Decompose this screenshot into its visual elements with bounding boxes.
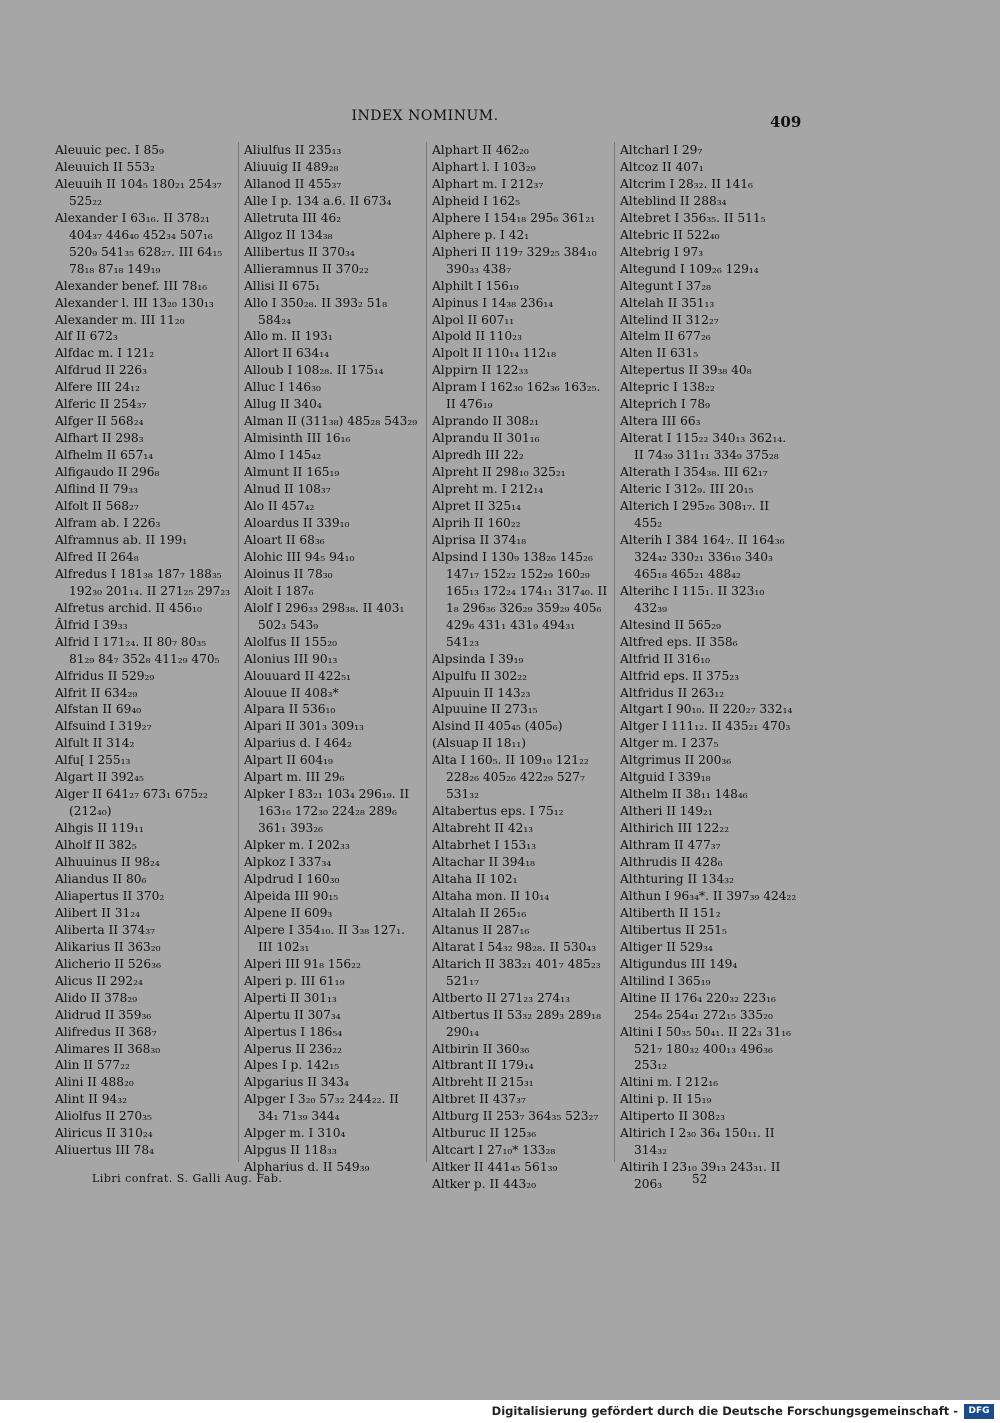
index-entry: Alteric I 312₉. III 20₁₅: [620, 482, 754, 497]
index-entry: Alhgis II 119₁₁: [55, 821, 144, 836]
index-entry: Altabertus eps. I 75₁₂: [432, 804, 564, 819]
index-entry: Allisi II 675₁: [244, 278, 321, 293]
index-entry: Allo I 350₂₈. II 393₂ 51₈ 584₂₄: [244, 295, 388, 327]
index-entry: Alframnus ab. II 199₁: [55, 532, 188, 547]
index-entry: Alpger I 3₂₀ 57₃₂ 244₂₂. II 34₁ 71₃₉ 344₄: [244, 1092, 399, 1124]
index-entry: Alloub I 108₂₈. II 175₁₄: [244, 363, 384, 378]
index-entry: Alnud II 108₃₇: [244, 482, 331, 497]
index-entry: Alpreht m. I 212₁₄: [432, 482, 544, 497]
index-entry: Alperti II 301₁₃: [244, 990, 337, 1005]
index-entry: Altiger II 529₃₄: [620, 939, 713, 954]
index-entry: Altbrant II 179₁₄: [432, 1058, 534, 1073]
index-entry: Alppirn II 122₃₃: [432, 363, 529, 378]
index-entry: Alpart m. III 29₆: [244, 770, 345, 785]
index-entry: Alpes I p. 142₁₅: [244, 1058, 340, 1073]
index-entry: Alhuuinus II 98₂₄: [55, 855, 160, 870]
index-entry: Altebret I 356₃₅. II 511₅: [620, 210, 766, 225]
index-entry: Altiperto II 308₂₃: [620, 1109, 725, 1124]
index-entry: Alicus II 292₂₄: [55, 973, 143, 988]
index-entry: Alexander benef. III 78₁₆: [55, 278, 208, 293]
index-entry: Alfdrud II 226₃: [55, 363, 148, 378]
index-entry: Alicherio II 526₃₆: [55, 956, 161, 971]
index-entry: Altcoz II 407₁: [620, 159, 704, 174]
index-entry: Alpeida III 90₁₅: [244, 888, 339, 903]
index-entry: Althelm II 38₁₁ 148₄₆: [620, 787, 748, 802]
index-entry: Allort II 634₁₄: [244, 346, 330, 361]
index-entry: Alteprich I 78₉: [620, 397, 710, 412]
index-entry: Alle I p. 134 a.6. II 673₄: [244, 193, 392, 208]
index-entry: Alfram ab. I 226₃: [55, 515, 161, 530]
index-entry: Altker II 441₄₅ 561₃₉: [432, 1160, 558, 1175]
index-entry: Altaha mon. II 10₁₄: [432, 888, 550, 903]
index-entry: Allibertus II 370₃₄: [244, 244, 355, 259]
index-entry: Altepric I 138₂₂: [620, 380, 715, 395]
index-entry: Altepertus II 39₃₈ 40₈: [620, 363, 752, 378]
index-entry: Alpene II 609₃: [244, 905, 333, 920]
index-entry: Altegunt I 37₂₈: [620, 278, 712, 293]
index-entry: Alletruta III 46₂: [244, 210, 342, 225]
index-entry: Alman II (311₃₈) 485₂₈ 543₂₉: [244, 414, 418, 429]
index-entry: Alsind II 405₄₅ (405₆): [432, 719, 563, 734]
footer-source: Libri confrat. S. Galli Aug. Fab.: [92, 1172, 283, 1185]
index-entry: Altibertus II 251₅: [620, 922, 727, 937]
index-entry: Alfrit II 634₂₉: [55, 685, 138, 700]
index-entry: Alterihc I 115₁. II 323₁₀ 432₃₉: [620, 583, 765, 615]
index-entry: Alido II 378₂₉: [55, 990, 138, 1005]
index-entry: Alpari II 301₃ 309₁₃: [244, 719, 364, 734]
index-entry: Altera III 66₃: [620, 414, 701, 429]
index-entry: Alpredh III 22₂: [432, 448, 524, 463]
index-entry: Altilind I 365₁₉: [620, 973, 711, 988]
index-entry: Altebric II 522₄₀: [620, 227, 720, 242]
index-entry: Allgoz II 134₃₈: [244, 227, 333, 242]
index-entry: Alint II 94₃₂: [55, 1092, 128, 1107]
index-entry: Algart II 392₄₅: [55, 770, 144, 785]
index-entry: Allanod II 455₃₇: [244, 176, 342, 191]
column-divider: [238, 142, 239, 1162]
index-entry: Alpret II 325₁₄: [432, 499, 521, 514]
index-entry: Alpertus I 186₅₄: [244, 1024, 343, 1039]
page-number: 409: [770, 113, 802, 131]
index-entry: Alfult II 314₂: [55, 736, 135, 751]
index-entry: Allieramnus II 370₂₂: [244, 261, 369, 276]
index-entry: Alprih II 160₂₂: [432, 515, 521, 530]
index-entry: Althrudis II 428₆: [620, 855, 723, 870]
index-entry: Altburuc II 125₃₆: [432, 1126, 537, 1141]
index-entry: Alpolt II 110₁₄ 112₁₈: [432, 346, 556, 361]
index-entry: Alpara II 536₁₀: [244, 702, 336, 717]
index-entry: Alferic II 254₃₇: [55, 397, 147, 412]
index-entry: Altarich II 383₂₁ 401₇ 485₂₃ 521₁₇: [432, 956, 601, 988]
index-entry: Altbirin II 360₃₆: [432, 1041, 530, 1056]
index-column-4: [620, 142, 798, 1193]
index-entry: Altheri II 149₂₁: [620, 804, 713, 819]
index-column-2: [244, 142, 422, 1176]
index-entry: Altfred eps. II 358₆: [620, 634, 738, 649]
index-entry: Aliuertus III 78₄: [55, 1143, 155, 1158]
index-entry: Alflind II 79₃₃: [55, 482, 139, 497]
index-entry: Alpreht II 298₁₀ 325₂₁: [432, 465, 566, 480]
index-entry: Alohic III 94₅ 94₁₀: [244, 549, 355, 564]
index-entry: Alfstan II 69₄₀: [55, 702, 142, 717]
index-entry: Alimares II 368₃₀: [55, 1041, 161, 1056]
index-entry: Aloinus II 78₃₀: [244, 566, 333, 581]
index-entry: Altachar II 394₁₈: [432, 855, 536, 870]
index-entry: Alperus II 236₂₂: [244, 1041, 343, 1056]
index-entry: Alpold II 110₂₃: [432, 329, 522, 344]
index-entry: Altcart I 27₁₀* 133₂₈: [432, 1143, 556, 1158]
index-entry: Alluc I 146₃₀: [244, 380, 321, 395]
index-entry: Altaha II 102₁: [432, 871, 518, 886]
index-entry: Alibert II 31₂₄: [55, 905, 140, 920]
index-entry: Altcharl I 29₇: [620, 143, 703, 157]
index-entry: Aliricus II 310₂₄: [55, 1126, 153, 1141]
column-divider: [426, 142, 427, 1162]
index-entry: Alpsind I 130₉ 138₂₆ 145₂₆ 147₁₇ 152₂₂ 152₂₉ 160₂₉ 165₁₃ 172₂₄ 174₁₁ 317₄₀. II 1₈ 296₃₆ 326₂₉ 359₂₉ 405₆ 429₆ 431₁ 431₉ 494₃₁ 541₂₃: [432, 549, 608, 649]
index-entry: Altfrid eps. II 375₂₃: [620, 668, 740, 683]
index-entry: Alonius III 90₁₃: [244, 651, 338, 666]
index-entry: Alphart l. I 103₂₉: [432, 159, 536, 174]
index-entry: Alpger m. I 310₄: [244, 1126, 346, 1141]
index-entry: Aliuuig II 489₂₈: [244, 159, 339, 174]
index-entry: Alpgarius II 343₄: [244, 1075, 349, 1090]
index-entry: Alpsinda I 39₁₉: [432, 651, 524, 666]
index-entry: Alpere I 354₁₀. II 3₃₈ 127₁. III 102₃₁: [244, 922, 406, 954]
index-entry: Althturing II 134₃₂: [620, 871, 734, 886]
footer-signature: 52: [692, 1172, 708, 1186]
index-entry: Alpol II 607₁₁: [432, 312, 515, 327]
index-entry: Alfere III 24₁₂: [55, 380, 140, 395]
index-entry: Alidrud II 359₃₆: [55, 1007, 152, 1022]
index-entry: Alperi III 91₈ 156₂₂: [244, 956, 361, 971]
index-entry: Aliapertus II 370₂: [55, 888, 165, 903]
index-entry: Altfridus II 263₁₂: [620, 685, 725, 700]
index-entry: (Alsuap II 18₁₁): [432, 736, 527, 751]
index-entry: Altguid I 339₁₈: [620, 770, 711, 785]
index-entry: Alphere I 154₁₈ 295₆ 361₂₁: [432, 210, 596, 225]
index-entry: Altini I 50₃₅ 50₄₁. II 22₃ 31₁₆ 521₇ 180₃₂ 400₁₃ 496₃₆ 253₁₂: [620, 1024, 792, 1073]
index-entry: Alprando II 308₂₁: [432, 414, 539, 429]
index-entry: Aleuuich II 553₂: [55, 159, 155, 174]
index-entry: Altesind II 565₂₉: [620, 617, 722, 632]
index-entry: Altanus II 287₁₆: [432, 922, 530, 937]
index-entry: Alten II 631₅: [620, 346, 699, 361]
index-entry: Alouuard II 422₅₁: [244, 668, 352, 683]
index-entry: Alpdrud I 160₃₀: [244, 871, 340, 886]
index-entry: Alpker m. I 202₃₃: [244, 838, 350, 853]
index-entry: Alpgus II 118₃₃: [244, 1143, 337, 1158]
index-entry: Aloardus II 339₁₀: [244, 515, 350, 530]
index-entry: Altger m. I 237₅: [620, 736, 719, 751]
index-entry: Alf II 672₃: [55, 329, 118, 344]
index-entry: Alteblind II 288₃₄: [620, 193, 727, 208]
index-entry: Alpulfu II 302₂₂: [432, 668, 528, 683]
index-entry: Altini m. I 212₁₆: [620, 1075, 719, 1090]
index-entry: Alterat I 115₂₂ 340₁₃ 362₁₄. II 74₃₉ 311₁₁ 334₉ 375₂₈: [620, 431, 787, 463]
index-entry: Aleuuih II 104₅ 180₂₁ 254₃₇ 525₂₂: [55, 176, 222, 208]
index-entry: Althun I 96₃₄*. II 397₃₉ 424₂₂: [620, 888, 797, 903]
index-entry: Alterath I 354₃₈. III 62₁₇: [620, 465, 768, 480]
index-entry: Almo I 145₄₂: [244, 448, 322, 463]
index-entry: Altbret II 437₃₇: [432, 1092, 526, 1107]
index-entry: Altini p. II 15₁₉: [620, 1092, 712, 1107]
index-entry: Altcrim I 28₃₂. II 141₆: [620, 176, 753, 191]
index-entry: Alprandu II 301₁₆: [432, 431, 540, 446]
index-entry: Alo II 457₄₂: [244, 499, 315, 514]
index-entry: Altebrig I 97₃: [620, 244, 704, 259]
index-entry: Aliandus II 80₆: [55, 871, 147, 886]
index-entry: Alpkoz I 337₃₄: [244, 855, 332, 870]
index-entry: Almunt II 165₁₉: [244, 465, 340, 480]
index-entry: Alolf I 296₃₃ 298₃₈. II 403₁ 502₃ 543₉: [244, 600, 405, 632]
index-entry: Alta I 160₅. II 109₁₀ 121₂₂ 228₂₆ 405₂₆ 422₂₉ 527₇ 531₃₂: [432, 753, 589, 802]
index-entry: Althram II 477₃₇: [620, 838, 721, 853]
dfg-logo: DFG: [964, 1404, 994, 1419]
index-entry: Altgart I 90₁₀. II 220₂₇ 332₁₄: [620, 702, 793, 717]
index-entry: Altiberth II 151₂: [620, 905, 721, 920]
column-divider: [614, 142, 615, 1162]
index-entry: Alin II 577₂₂: [55, 1058, 130, 1073]
index-entry: Alouue II 408₃*: [244, 685, 339, 700]
index-entry: Alpinus I 14₃₈ 236₁₄: [432, 295, 554, 310]
index-entry: Alfretus archid. II 456₁₀: [55, 600, 202, 615]
index-entry: Alfger II 568₂₄: [55, 414, 144, 429]
index-entry: Alparius d. I 464₂: [244, 736, 352, 751]
index-entry: Altarat I 54₃₂ 98₂₈. II 530₄₃: [432, 939, 597, 954]
index-entry: Altirich I 2₃₀ 36₄ 150₁₁. II 314₃₂: [620, 1126, 775, 1158]
index-entry: Althirich III 122₂₂: [620, 821, 729, 836]
index-entry: Alperi p. III 61₁₉: [244, 973, 345, 988]
index-entry: Alifredus II 368₇: [55, 1024, 157, 1039]
index-entry: Alfsuind I 319₂₇: [55, 719, 152, 734]
index-entry: Altabrhet I 153₁₃: [432, 838, 537, 853]
index-entry: Aliolfus II 270₃₅: [55, 1109, 152, 1124]
index-entry: Alterich I 295₂₆ 308₁₇. II 455₂: [620, 499, 770, 530]
index-entry: Alphere p. I 42₁: [432, 227, 530, 242]
index-entry: Altfrid II 316₁₀: [620, 651, 711, 666]
index-entry: Alpheid I 162₅: [432, 193, 520, 208]
index-entry: Altigundus III 149₄: [620, 956, 738, 971]
index-entry: Alpuuine II 273₁₅: [432, 702, 538, 717]
index-entry: Alger II 641₂₇ 673₁ 675₂₂ (212₄₀): [55, 787, 208, 819]
index-entry: Âlfrid I 39₃₃: [55, 617, 128, 632]
index-entry: Allug II 340₄: [244, 397, 322, 412]
index-entry: Altine II 176₄ 220₃₂ 223₁₆ 254₆ 254₄₁ 272₁₅ 335₂₀: [620, 990, 776, 1022]
dfg-credit-text: Digitalisierung gefördert durch die Deutsche Forschungsgemeinschaft -: [491, 1404, 958, 1418]
index-entry: Alprisa II 374₁₈: [432, 532, 527, 547]
index-entry: Altirih I 23₁₀ 39₁₃ 243₃₁. II 206₃: [620, 1160, 781, 1192]
index-entry: Alphart m. I 212₃₇: [432, 176, 544, 191]
index-entry: Alfridus II 529₂₉: [55, 668, 155, 683]
index-entry: Alfhelm II 657₁₄: [55, 448, 154, 463]
index-entry: Alfdac m. I 121₂: [55, 346, 155, 361]
index-entry: Altgrimus II 200₃₆: [620, 753, 732, 768]
index-entry: Altberto II 271₂₃ 274₁₃: [432, 990, 570, 1005]
index-entry: Alpart II 604₁₉: [244, 753, 333, 768]
dfg-banner: [0, 1400, 1000, 1423]
index-entry: Alfrid I 171₂₄. II 80₇ 80₃₅ 81₂₉ 84₇ 352₈ 411₂₉ 470₅: [55, 634, 220, 666]
index-entry: Alfredus I 181₃₈ 187₇ 188₃₅ 192₃₀ 201₁₄. II 271₂₅ 297₂₃: [55, 566, 231, 598]
index-entry: Alikarius II 363₂₀: [55, 939, 161, 954]
index-entry: Alpheri II 119₇ 329₂₅ 384₁₀ 390₃₃ 438₇: [432, 244, 597, 276]
index-entry: Alexander m. III 11₂₀: [55, 312, 185, 327]
index-entry: Altelah II 351₁₃: [620, 295, 715, 310]
index-entry: Alexander I 63₁₆. II 378₂₁ 404₃₇ 446₄₀ 452₃₄ 507₁₆ 520₉ 541₃₅ 628₂₇. III 64₁₅ 78₁₈ 87₁₈ 149₁₉: [55, 210, 223, 276]
index-column-3: [432, 142, 610, 1193]
index-entry: Alpram I 162₃₀ 162₃₆ 163₂₅. II 476₁₉: [432, 380, 601, 412]
index-entry: Altalah II 265₁₆: [432, 905, 527, 920]
index-entry: Alholf II 382₅: [55, 838, 137, 853]
index-entry: Alfu[ I 255₁₃: [55, 753, 131, 768]
index-entry: Altelm II 677₂₆: [620, 329, 711, 344]
page-title: INDEX NOMINUM.: [351, 108, 499, 124]
index-entry: Altker p. II 443₂₀: [432, 1177, 536, 1192]
index-entry: Altegund I 109₂₆ 129₁₄: [620, 261, 759, 276]
index-entry: Altburg II 253₇ 364₃₅ 523₂₇: [432, 1109, 599, 1124]
index-entry: Alfigaudo II 296₈: [55, 465, 160, 480]
index-entry: Alfred II 264₈: [55, 549, 139, 564]
index-entry: Allo m. II 193₁: [244, 329, 333, 344]
index-entry: Aloart II 68₃₆: [244, 532, 325, 547]
index-entry: Alfhart II 298₃: [55, 431, 144, 446]
index-entry: Alfolt II 568₂₇: [55, 499, 139, 514]
index-entry: Aleuuic pec. I 85₉: [55, 143, 164, 157]
index-entry: Alpker I 83₂₁ 103₄ 296₁₉. II 163₁₆ 172₃₀ 224₂₈ 289₆ 361₁ 393₂₆: [244, 787, 410, 836]
index-entry: Aliulfus II 235₁₃: [244, 143, 342, 157]
index-entry: Altger I 111₁₂. II 435₂₁ 470₃: [620, 719, 791, 734]
index-entry: Alexander l. III 13₂₀ 130₁₃: [55, 295, 214, 310]
index-entry: Alini II 488₂₀: [55, 1075, 134, 1090]
index-entry: Alpuuin II 143₂₃: [432, 685, 531, 700]
index-entry: Alolfus II 155₂₀: [244, 634, 337, 649]
index-entry: Alterih I 384 164₇. II 164₃₆ 324₄₂ 330₂₁ 336₁₀ 340₃ 465₁₈ 465₂₁ 488₄₂: [620, 532, 785, 581]
index-entry: Alphart II 462₂₀: [432, 143, 529, 157]
index-entry: Alpertu II 307₃₄: [244, 1007, 341, 1022]
index-entry: Alpharius d. II 549₃₉: [244, 1160, 370, 1175]
index-entry: Alphilt I 156₁₉: [432, 278, 519, 293]
index-entry: Almisinth III 16₁₆: [244, 431, 351, 446]
index-entry: Aloit I 187₆: [244, 583, 314, 598]
index-entry: Altbertus II 53₃₂ 289₃ 289₁₈ 290₁₄: [432, 1007, 602, 1039]
index-entry: Altelind II 312₂₇: [620, 312, 719, 327]
index-entry: Aliberta II 374₃₇: [55, 922, 156, 937]
index-column-1: [55, 142, 233, 1159]
index-entry: Altabreht II 42₁₃: [432, 821, 534, 836]
index-entry: Altbreht II 215₃₁: [432, 1075, 534, 1090]
